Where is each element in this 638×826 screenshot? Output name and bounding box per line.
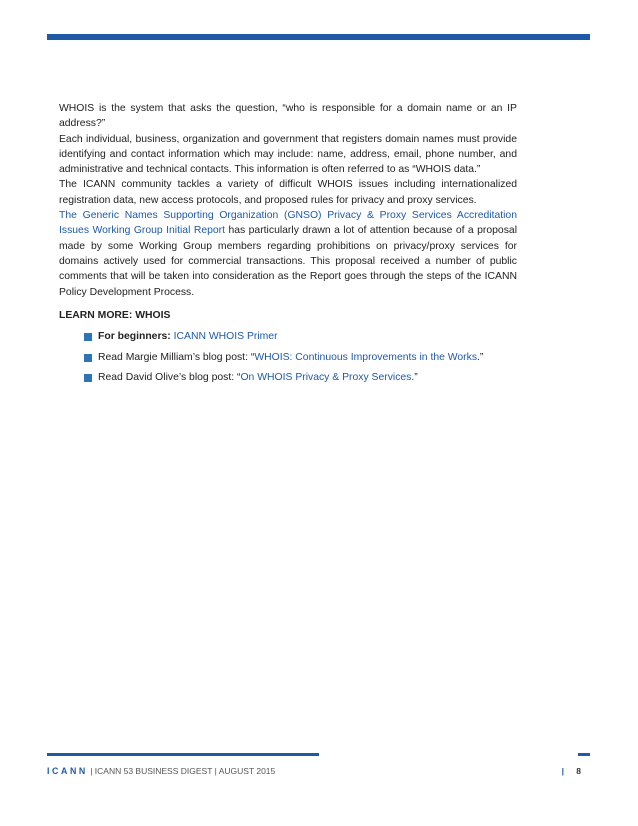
list-item	[84, 329, 517, 344]
list-item-suffix: .”	[411, 372, 418, 384]
list-item-prefix: Read Margie Milliam’s blog post: “	[98, 351, 255, 363]
main-content	[59, 101, 517, 391]
footer-pipe: |	[561, 766, 564, 776]
paragraph-community-issues: The ICANN community tackles a variety of difficult WHOIS issues including internationalized registration data, new access protocols, and proposed rules for privacy and proxy services.	[59, 179, 517, 206]
page-footer	[47, 766, 590, 776]
gnso-report-link[interactable]: The Generic Names Supporting Organization (GNSO) Privacy & Proxy Services Accreditation Issues Working Group Initial Report	[59, 210, 517, 237]
whois-primer-link[interactable]: ICANN WHOIS Primer	[173, 331, 278, 343]
learn-more-list	[59, 329, 517, 385]
footer-rule-left	[47, 753, 319, 756]
square-bullet-icon	[84, 333, 92, 341]
list-item	[84, 370, 517, 385]
olive-blog-link[interactable]: On WHOIS Privacy & Proxy Services	[240, 372, 412, 384]
gnso-report-text: has particularly drawn a lot of attention because of a proposal made by some Working Group members regarding prohibitions on privacy/proxy services for domains actively used for commercial transactions. This proposal received a number of public comments that will be taken into consideration as the Report goes through the steps of the ICANN Policy Development Process.	[59, 225, 517, 298]
list-item-suffix: .”	[477, 351, 484, 363]
paragraph-gnso-report	[59, 208, 517, 300]
list-item-prefix: For beginners:	[98, 331, 174, 343]
footer-text: | ICANN 53 BUSINESS DIGEST | AUGUST 2015	[87, 766, 276, 776]
icann-logo: ICANN	[47, 766, 88, 776]
header-rule	[47, 34, 590, 40]
list-item	[84, 350, 517, 365]
footer-rule-right	[578, 753, 590, 756]
paragraph-whois-definition: WHOIS is the system that asks the question, “who is responsible for a domain name or an IP address?”	[59, 103, 517, 130]
learn-more-heading: LEARN MORE: WHOIS	[59, 309, 171, 321]
milliam-blog-link[interactable]: WHOIS: Continuous Improvements in the Works	[254, 351, 478, 363]
list-item-prefix: Read David Olive’s blog post: “	[98, 372, 241, 384]
square-bullet-icon	[84, 374, 92, 382]
paragraph-registrant-info: Each individual, business, organization and government that registers domain names must provide identifying and contact information which may include: name, address, email, phone number, and administrative and technical contacts. This information is often referred to as “WHOIS data.”	[59, 133, 517, 176]
square-bullet-icon	[84, 354, 92, 362]
page-number: 8	[576, 766, 581, 776]
